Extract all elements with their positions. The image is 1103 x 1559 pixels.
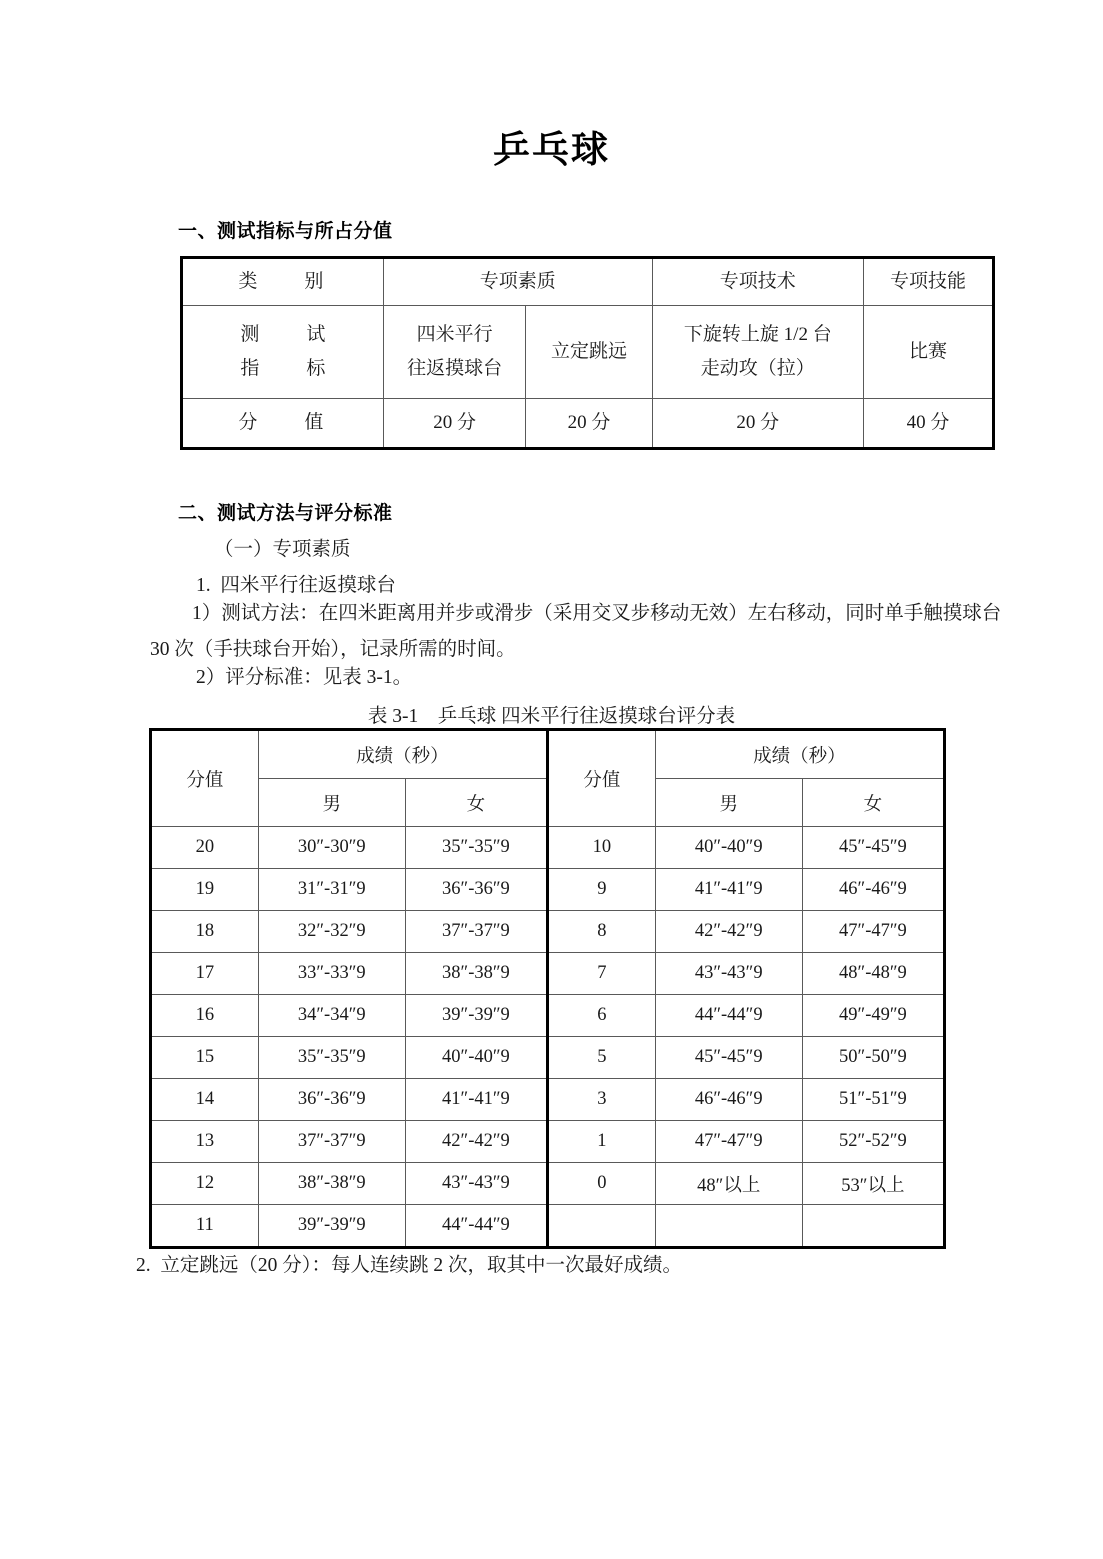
cell-male-left: 31″-31″9 <box>258 869 405 911</box>
cell-male-right: 48″以上 <box>655 1163 802 1205</box>
cell-female-left: 40″-40″9 <box>405 1037 547 1079</box>
cell-female-right: 51″-51″9 <box>802 1079 944 1121</box>
cell-male-right: 43″-43″9 <box>655 953 802 995</box>
cell-male-left: 30″-30″9 <box>258 827 405 869</box>
cell-points-left: 14 <box>151 1079 259 1121</box>
cell-female-left: 41″-41″9 <box>405 1079 547 1121</box>
cell-points-right: 0 <box>547 1163 655 1205</box>
header-points-right: 分值 <box>547 730 655 827</box>
table-row <box>151 827 945 869</box>
cell-points-right: 8 <box>547 911 655 953</box>
cell-item-technique <box>652 306 863 399</box>
cell-item-four-meter <box>383 306 526 399</box>
test-index-line2: 指 标 <box>240 358 340 379</box>
cell-score-match: 40 分 <box>864 399 994 449</box>
cell-points-left: 19 <box>151 869 259 911</box>
item1-criteria-text: 2）评分标准：见表 3-1。 <box>196 667 413 688</box>
cell-points-right <box>547 1205 655 1248</box>
cell-male-left: 36″-36″9 <box>258 1079 405 1121</box>
cell-male-left: 38″-38″9 <box>258 1163 405 1205</box>
item1-title: 1. 四米平行往返摸球台 <box>196 575 396 596</box>
cell-male-left: 39″-39″9 <box>258 1205 405 1248</box>
cell-category-label: 类 别 <box>182 258 384 306</box>
header-result-left: 成绩（秒） <box>258 730 547 779</box>
table-row <box>151 1205 945 1248</box>
item2-text: 2. 立定跳远（20 分）：每人连续跳 2 次，取其中一次最好成绩。 <box>136 1255 683 1276</box>
cell-female-left: 39″-39″9 <box>405 995 547 1037</box>
table-row <box>182 399 994 449</box>
cell-points-right: 10 <box>547 827 655 869</box>
cell-female-left: 42″-42″9 <box>405 1121 547 1163</box>
header-female-right: 女 <box>802 779 944 827</box>
cell-male-left: 33″-33″9 <box>258 953 405 995</box>
cell-female-left: 35″-35″9 <box>405 827 547 869</box>
header-points-left: 分值 <box>151 730 259 827</box>
table-row <box>182 258 994 306</box>
subsection-label: （一）专项素质 <box>214 539 351 560</box>
header-male-left: 男 <box>258 779 405 827</box>
cell-points-left: 11 <box>151 1205 259 1248</box>
cell-male-left: 32″-32″9 <box>258 911 405 953</box>
cell-points-left: 15 <box>151 1037 259 1079</box>
cell-score-four-meter: 20 分 <box>383 399 526 449</box>
cell-points-left: 17 <box>151 953 259 995</box>
cell-female-right: 52″-52″9 <box>802 1121 944 1163</box>
cell-points-right: 6 <box>547 995 655 1037</box>
cell-female-right: 45″-45″9 <box>802 827 944 869</box>
cell-male-right: 47″-47″9 <box>655 1121 802 1163</box>
cell-item-standing-jump: 立定跳远 <box>526 306 652 399</box>
cell-female-left: 38″-38″9 <box>405 953 547 995</box>
cell-female-right: 49″-49″9 <box>802 995 944 1037</box>
table-row <box>151 995 945 1037</box>
cell-score-technique: 20 分 <box>652 399 863 449</box>
page-title: 乒乓球 <box>493 128 610 171</box>
cell-points-right: 9 <box>547 869 655 911</box>
cell-male-right <box>655 1205 802 1248</box>
table-row <box>151 1121 945 1163</box>
section-heading-2: 二、测试方法与评分标准 <box>178 502 393 524</box>
cell-points-left: 16 <box>151 995 259 1037</box>
cell-test-index-label <box>182 306 384 399</box>
cell-female-left: 36″-36″9 <box>405 869 547 911</box>
cell-female-right: 46″-46″9 <box>802 869 944 911</box>
cell-male-left: 34″-34″9 <box>258 995 405 1037</box>
cell-points-right: 7 <box>547 953 655 995</box>
cell-female-left: 44″-44″9 <box>405 1205 547 1248</box>
cell-female-right <box>802 1205 944 1248</box>
cell-points-left: 12 <box>151 1163 259 1205</box>
cell-points-right: 3 <box>547 1079 655 1121</box>
cell-points-right: 1 <box>547 1121 655 1163</box>
header-male-right: 男 <box>655 779 802 827</box>
score-table <box>149 728 946 1249</box>
cell-female-right: 53″以上 <box>802 1163 944 1205</box>
score-table-caption: 表 3-1 乒乓球 四米平行往返摸球台评分表 <box>367 706 736 727</box>
item1-method-text: 1）测试方法：在四米距离用并步或滑步（采用交叉步移动无效）左右移动，同时单手触摸球台 30 次（手扶球台开始），记录所需的时间。 <box>150 603 1007 660</box>
header-result-right: 成绩（秒） <box>655 730 944 779</box>
table-row <box>151 869 945 911</box>
cell-special-quality-header: 专项素质 <box>383 258 652 306</box>
test-index-line1: 测 试 <box>240 324 340 345</box>
cell-female-left: 43″-43″9 <box>405 1163 547 1205</box>
four-meter-line1: 四米平行 <box>416 324 493 345</box>
cell-points-left: 13 <box>151 1121 259 1163</box>
header-female-left: 女 <box>405 779 547 827</box>
technique-line2: 走动攻（拉） <box>700 358 815 379</box>
cell-male-right: 45″-45″9 <box>655 1037 802 1079</box>
cell-female-left: 37″-37″9 <box>405 911 547 953</box>
table-row <box>151 1037 945 1079</box>
technique-line1: 下旋转上旋 1/2 台 <box>683 324 832 345</box>
table-row <box>151 911 945 953</box>
cell-male-right: 42″-42″9 <box>655 911 802 953</box>
cell-male-left: 37″-37″9 <box>258 1121 405 1163</box>
indicators-table <box>180 256 995 450</box>
table-row <box>151 953 945 995</box>
cell-special-skill-header: 专项技能 <box>864 258 994 306</box>
cell-female-right: 50″-50″9 <box>802 1037 944 1079</box>
table-header-row <box>151 730 945 779</box>
cell-points-right: 5 <box>547 1037 655 1079</box>
cell-female-right: 47″-47″9 <box>802 911 944 953</box>
cell-item-match: 比赛 <box>864 306 994 399</box>
cell-male-left: 35″-35″9 <box>258 1037 405 1079</box>
section-heading-1: 一、测试指标与所占分值 <box>178 220 393 242</box>
cell-score-label: 分 值 <box>182 399 384 449</box>
cell-special-technique-header: 专项技术 <box>652 258 863 306</box>
table-row <box>182 306 994 399</box>
cell-points-left: 18 <box>151 911 259 953</box>
cell-male-right: 46″-46″9 <box>655 1079 802 1121</box>
cell-male-right: 41″-41″9 <box>655 869 802 911</box>
table-row <box>151 1079 945 1121</box>
cell-points-left: 20 <box>151 827 259 869</box>
cell-female-right: 48″-48″9 <box>802 953 944 995</box>
table-row <box>151 1163 945 1205</box>
four-meter-line2: 往返摸球台 <box>407 358 503 379</box>
cell-score-standing-jump: 20 分 <box>526 399 652 449</box>
cell-male-right: 40″-40″9 <box>655 827 802 869</box>
cell-male-right: 44″-44″9 <box>655 995 802 1037</box>
